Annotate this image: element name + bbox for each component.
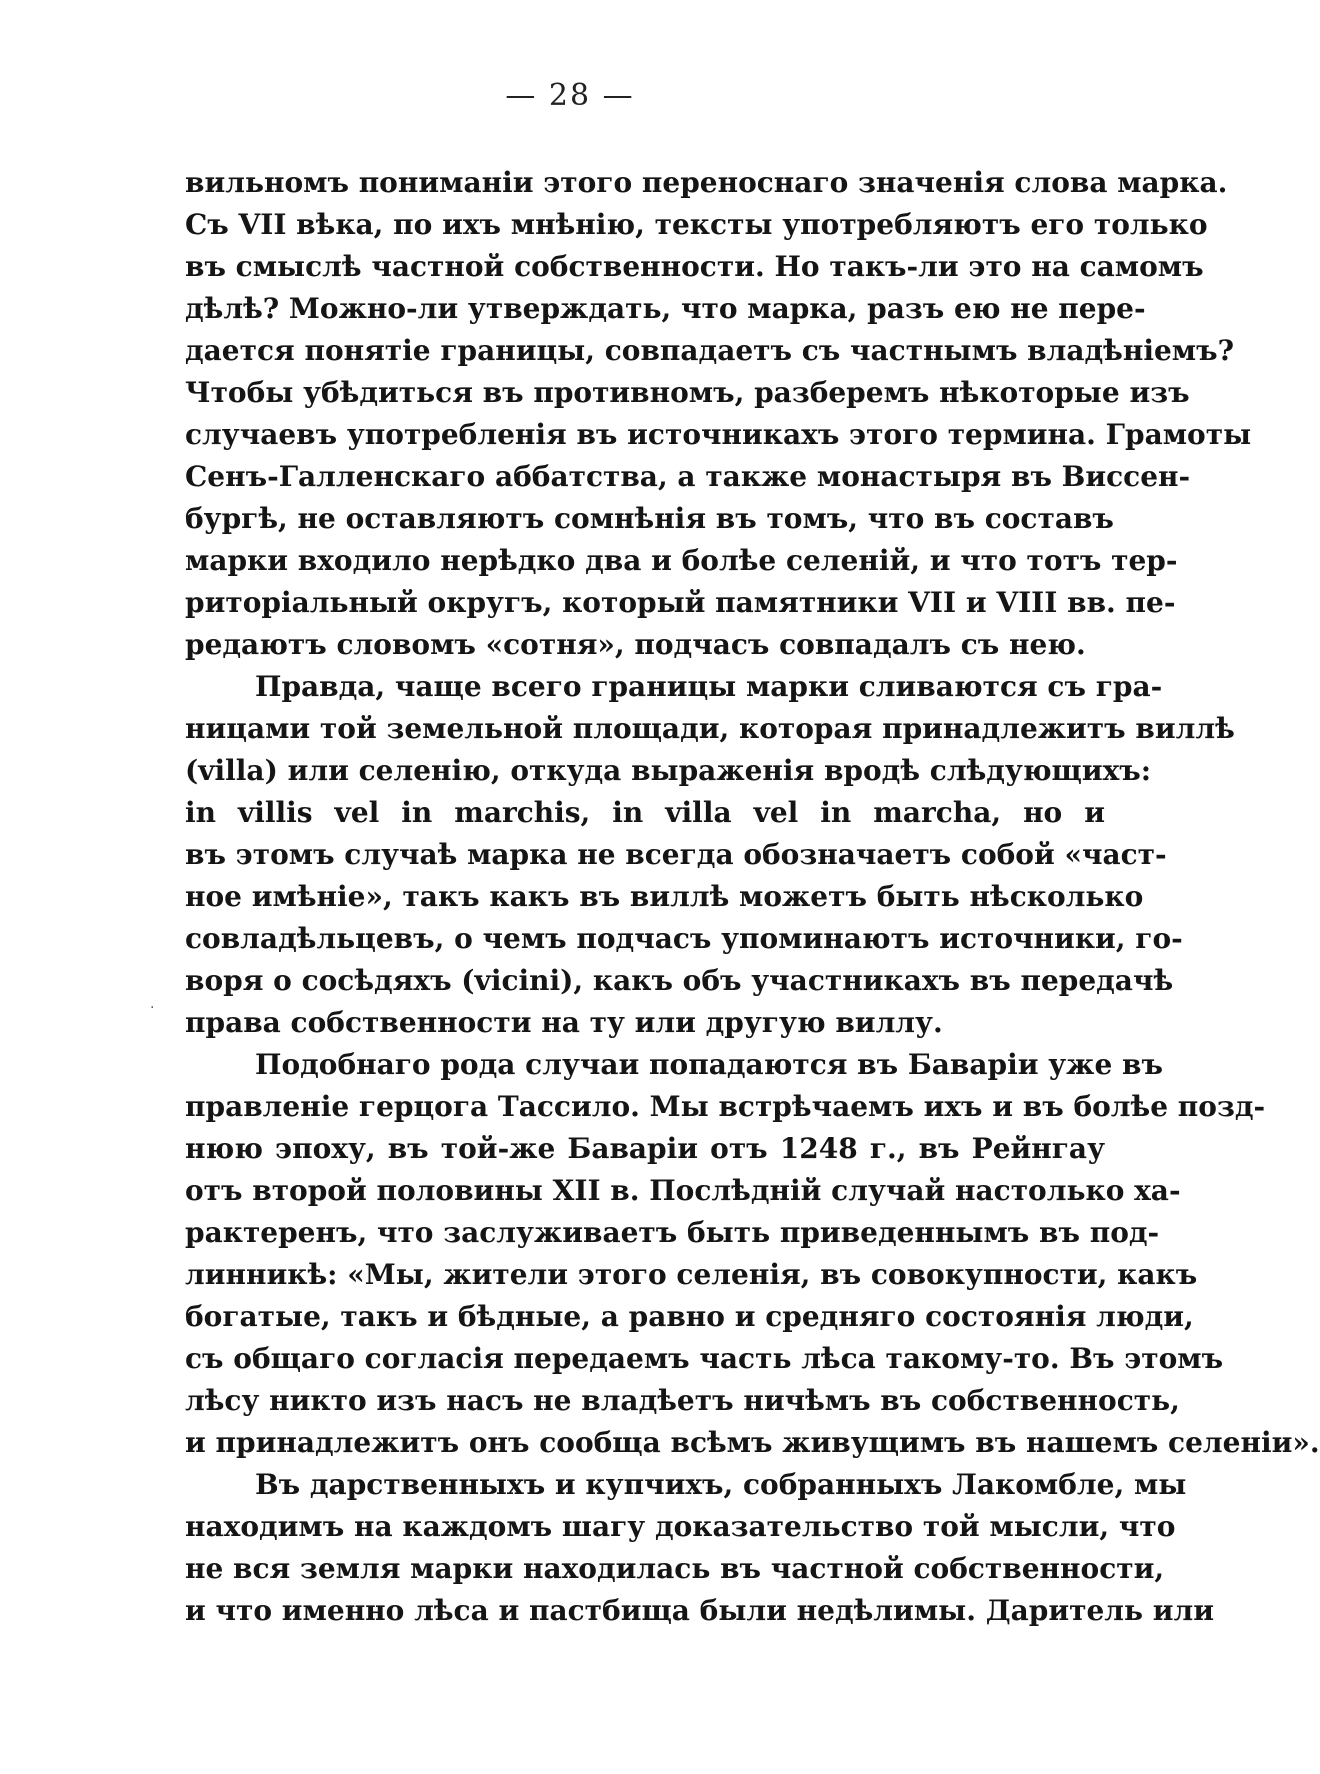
- page-number: — 28 —: [505, 78, 635, 113]
- text-line: и что именно лѣса и пастбища были недѣлимы. Даритель или: [185, 1594, 1215, 1627]
- text-line: in villis vel in marchis, in villa vel in marcha, но и: [185, 796, 1105, 829]
- text-line: въ смыслѣ частной собственности. Но такъ-ли это на самомъ: [185, 250, 1204, 283]
- scan-speck: ·: [150, 1000, 155, 1016]
- text-line: и принадлежитъ онъ сообща всѣмъ живущимъ въ нашемъ селеніи».: [185, 1426, 1320, 1459]
- text-line: воря о сосѣдяхъ (vicini), какъ объ участникахъ въ передачѣ: [185, 964, 1174, 997]
- text-line: съ общаго согласія передаемъ часть лѣса такому-то. Въ этомъ: [185, 1342, 1224, 1375]
- text-line: (villa) или селенію, откуда выраженія вродѣ слѣдующихъ:: [185, 754, 1152, 787]
- text-line: нюю эпоху, въ той-же Баваріи отъ 1248 г., въ Рейнгау: [185, 1132, 1105, 1165]
- text-line: Подобнаго рода случаи попадаются въ Баваріи уже въ: [255, 1048, 1163, 1081]
- text-line: Чтобы убѣдиться въ противномъ, разберемъ нѣкоторые изъ: [185, 376, 1190, 409]
- text-line: дѣлѣ? Можно-ли утверждать, что марка, разъ ею не пере-: [185, 292, 1146, 325]
- text-line: ницами той земельной площади, которая принадлежитъ виллѣ: [185, 712, 1235, 745]
- body-text: [185, 162, 1320, 1632]
- text-line: лѣсу никто изъ насъ не владѣетъ ничѣмъ въ собственность,: [185, 1384, 1180, 1417]
- text-line: Правда, чаще всего границы марки сливаются съ гра-: [255, 670, 1163, 703]
- text-line: Съ VII вѣка, по ихъ мнѣнію, тексты употребляютъ его только: [185, 208, 1208, 241]
- text-line: не вся земля марки находилась въ частной собственности,: [185, 1552, 1165, 1585]
- text-line: находимъ на каждомъ шагу доказательство той мысли, что: [185, 1510, 1176, 1543]
- text-line: права собственности на ту или другую виллу.: [185, 1006, 943, 1039]
- text-line: правленіе герцога Тассило. Мы встрѣчаемъ ихъ и въ болѣе позд-: [185, 1090, 1266, 1123]
- text-line: Въ дарственныхъ и купчихъ, собранныхъ Лакомбле, мы: [255, 1468, 1187, 1501]
- text-line: линникѣ: «Мы, жители этого селенія, въ совокупности, какъ: [185, 1258, 1198, 1291]
- text-line: богатые, такъ и бѣдные, а равно и средняго состоянія люди,: [185, 1300, 1194, 1333]
- text-line: редаютъ словомъ «сотня», подчасъ совпадалъ съ нею.: [185, 628, 1086, 661]
- text-line: рактеренъ, что заслуживаетъ быть приведеннымъ въ под-: [185, 1216, 1160, 1249]
- text-line: ное имѣніе», такъ какъ въ виллѣ можетъ быть нѣсколько: [185, 880, 1144, 913]
- text-line: марки входило нерѣдко два и болѣе селеній, и что тотъ тер-: [185, 544, 1178, 577]
- text-line: риторіальный округъ, который памятники VII и VIII вв. пе-: [185, 586, 1176, 619]
- text-line: совладѣльцевъ, о чемъ подчасъ упоминаютъ источники, го-: [185, 922, 1183, 955]
- text-line: Сенъ-Галленскаго аббатства, а также монастыря въ Виссен-: [185, 460, 1191, 493]
- text-line: вильномъ пониманіи этого переноснаго значенія слова марка.: [185, 166, 1228, 199]
- text-line: дается понятіе границы, совпадаетъ съ частнымъ владѣніемъ?: [185, 334, 1235, 367]
- text-line: въ этомъ случаѣ марка не всегда обозначаетъ собой «част-: [185, 838, 1167, 871]
- text-line: отъ второй половины XII в. Послѣдній случай настолько ха-: [185, 1174, 1181, 1207]
- text-line: бургѣ, не оставляютъ сомнѣнія въ томъ, что въ составъ: [185, 502, 1114, 535]
- text-line: случаевъ употребленія въ источникахъ этого термина. Грамоты: [185, 418, 1252, 451]
